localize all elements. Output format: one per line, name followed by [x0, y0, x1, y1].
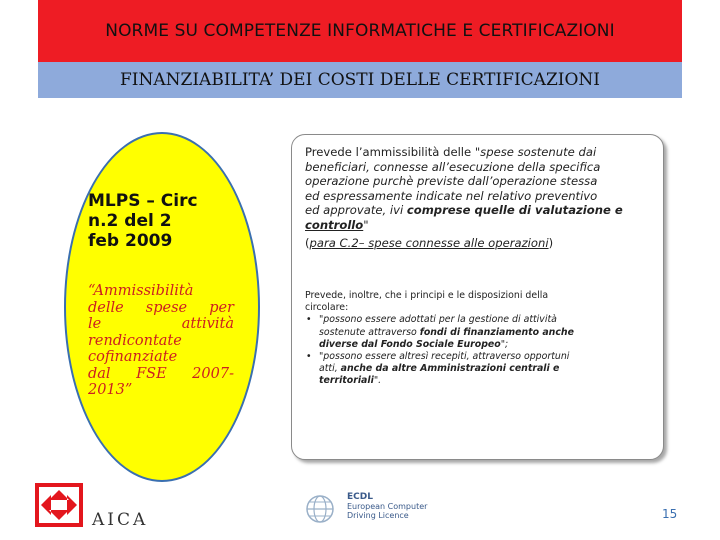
quote-word: le	[88, 316, 102, 332]
text-line: ed espressamente indicate nel relativo preventivo	[305, 188, 598, 203]
text-run: "	[363, 217, 369, 232]
ecdl-line: European Computer	[347, 502, 428, 511]
quote-row	[88, 283, 234, 300]
quote-word: dal	[88, 365, 111, 382]
quote-row	[88, 333, 234, 350]
text-line	[305, 339, 653, 351]
title-bar	[38, 0, 682, 62]
text-line: Prevede, inoltre, che i principi e le disposizioni della	[305, 290, 549, 301]
text-run: anche da altre Amministrazioni centrali e	[340, 363, 560, 375]
slide-subtitle: FINANZIABILITA’ DEI COSTI DELLE CERTIFICAZIONI	[119, 70, 600, 90]
text-line	[305, 218, 653, 233]
ellipse-quote	[88, 283, 234, 399]
text-line: operazione purchè previste dall’operazione stessa	[305, 174, 598, 189]
aica-logo-icon	[34, 482, 84, 528]
quote-word: per	[209, 299, 234, 316]
text-line: beneficiari, connesse all’esecuzione della specifica	[305, 159, 601, 174]
ellipse-title-line: n.2 del 2	[88, 211, 172, 231]
aica-wordmark: AICA	[92, 510, 149, 530]
panel-paragraph-2	[305, 290, 653, 388]
text-run: "possono essere altresì recepiti, attraverso opportuni	[319, 351, 570, 363]
ellipse-title-line: feb 2009	[88, 231, 173, 251]
text-run: diverse dal Fondo Sociale Europeo	[319, 338, 501, 350]
text-line	[305, 236, 653, 251]
quote-word: rendicontate	[88, 332, 182, 349]
ellipse-title-line: MLPS – Circ	[88, 191, 198, 211]
text-run: ".	[373, 375, 382, 387]
quote-word: attività	[181, 316, 234, 332]
text-line	[305, 363, 653, 375]
quote-word: 2007-	[192, 365, 234, 382]
page-number: 15	[662, 507, 678, 521]
text-run: sostenute attraverso	[319, 326, 420, 338]
text-run: (	[305, 235, 310, 250]
bullet-marker: •	[306, 351, 312, 363]
text-run: Prevede l’ammissibilità delle "	[305, 145, 481, 159]
text-line: circolare:	[305, 302, 349, 314]
text-run: atti,	[319, 363, 341, 375]
panel-paragraph-1	[305, 145, 653, 250]
text-line	[305, 203, 653, 218]
text-run: controllo	[305, 217, 364, 232]
ecdl-line: Driving Licence	[347, 511, 409, 520]
quote-word: cofinanziate	[88, 349, 178, 365]
slide-title: NORME SU COMPETENZE INFORMATICHE E CERTIFICAZIONI	[105, 21, 615, 41]
text-run: spese sostenute dai	[480, 145, 597, 159]
text-run: comprese quelle di valutazione e	[406, 203, 623, 218]
text-run: para C.2– spese connesse alle operazioni	[309, 235, 549, 250]
ecdl-title: ECDL	[347, 492, 373, 502]
quote-word: “Ammissibilità	[88, 283, 194, 299]
quote-word: 2013”	[88, 382, 133, 398]
quote-row	[88, 316, 234, 333]
text-run: fondi di finanziamento anche	[419, 326, 574, 338]
text-run: "possono essere adottati per la gestione di attività	[319, 314, 557, 326]
text-run: ";	[500, 338, 509, 350]
bullet-marker: •	[306, 314, 312, 326]
ellipse-title	[88, 191, 228, 251]
text-line	[305, 375, 653, 387]
text-line	[305, 145, 653, 160]
ecdl-globe-icon	[303, 492, 337, 526]
quote-row	[88, 366, 234, 383]
text-run: ed approvate, ivi	[305, 203, 407, 218]
text-line	[305, 327, 653, 339]
text-line	[305, 351, 653, 363]
quote-word: delle	[88, 299, 124, 316]
text-run: )	[548, 235, 554, 250]
subtitle-bar	[38, 62, 682, 98]
quote-row	[88, 382, 234, 399]
text-run: territoriali	[319, 375, 374, 387]
quote-row	[88, 300, 234, 317]
ecdl-logo-text	[347, 493, 427, 520]
quote-word: FSE	[136, 365, 167, 382]
quote-row	[88, 349, 234, 366]
text-line	[305, 314, 653, 326]
quote-word: spese	[145, 299, 188, 316]
